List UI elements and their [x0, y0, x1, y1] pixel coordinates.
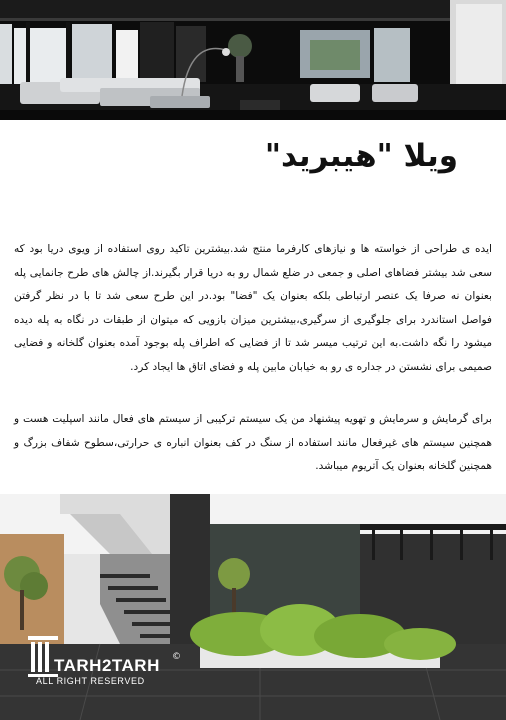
living-room-render — [0, 0, 506, 120]
hvac-paragraph: برای گرمایش و سرمایش و تهویه پیشنهاد من یک سیستم ترکیبی از سیستم های فعال مانند اسپلیت هست و همچنین سیستم های غیرفعال مانند استفاده از سنگ در کف بعنوان انباره ی حرارتی،سطوح شفاف بزرگ و همچنین گلخانه بعنوان یک آتریوم میباشد. — [14, 413, 492, 472]
tarh2tarh-logo — [28, 632, 188, 692]
copyright-symbol: © — [172, 652, 181, 662]
top-photo — [0, 0, 506, 120]
page-title: ویلا "هیبرید" — [264, 138, 458, 174]
logo-subtitle: ALL RIGHT RESERVED — [36, 676, 145, 686]
design-concept-paragraph: ایده ی طراحی از خواسته ها و نیازهای کارفرما منتج شد.بیشترین تاکید روی استفاده از ویوی دریا بود که سعی شد بیشتر فضاهای اصلی و جمعی در ضلع شمال رو به دریا قرار بگیرند.از چالش های طرح جانمایی پله بعنوان نه صرفا یک عنصر ارتباطی بلکه بعنوان یک "فضا" بود.در این طرح سعی شد تا با در نظر گرفتن فواصل استاندرد برای جلوگیری از سرگیری،بیشترین میزان بازویی که میتوان از طبقات در نگاه به پله دیده میشود را نگه داشت.به این ترتیب میسر شد تا از فضایی که اطراف پله بوجود آمده بعنوان گلخانه و فضایی صمیمی برای نشستن در جداره ی رو به خیابان مابین پله و فضای اتاق ها ایجاد کرد. — [14, 243, 492, 373]
logo-name: TARH2TARH — [54, 656, 160, 675]
